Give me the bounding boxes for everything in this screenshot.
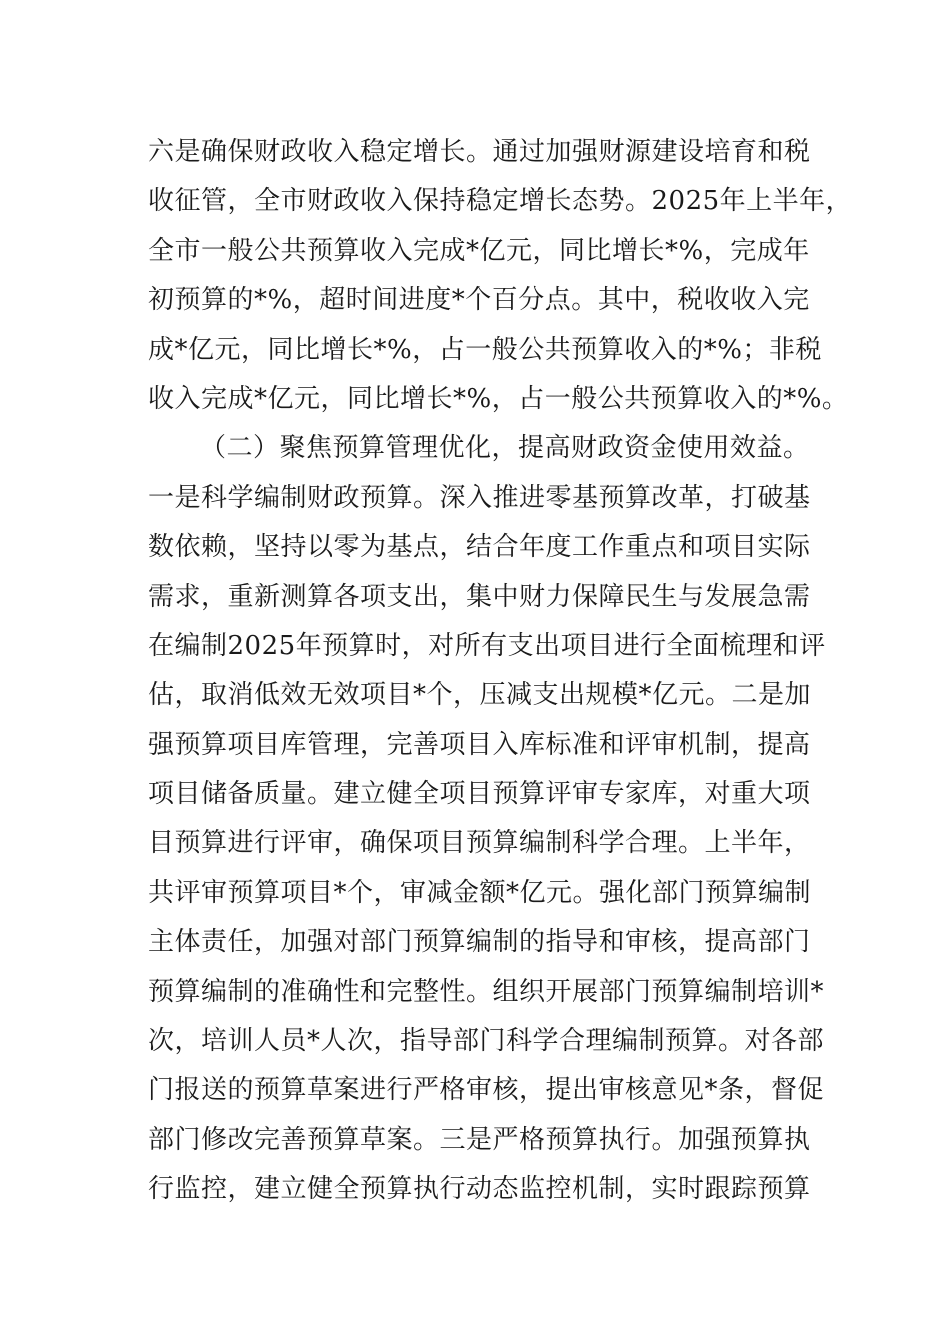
text-line: 部门修改完善预算草案。三是严格预算执行。加强预算执: [148, 1124, 811, 1155]
text-line: 主体责任，加强对部门预算编制的指导和审核，提高部门: [148, 927, 811, 958]
text-line: 项目储备质量。建立健全项目预算评审专家库，对重大项: [148, 779, 811, 810]
text-line: 收入完成*亿元，同比增长*%，占一般公共预算收入的*%。: [148, 383, 849, 414]
text-line: 共评审预算项目*个，审减金额*亿元。强化部门预算编制: [148, 877, 812, 908]
text-line: 目预算进行评审，确保项目预算编制科学合理。上半年，: [148, 828, 811, 859]
text-line: 预算编制的准确性和完整性。组织开展部门预算编制培训*: [148, 976, 825, 1007]
text-line: 一是科学编制财政预算。深入推进零基预算改革，打破基: [148, 482, 811, 513]
text-line: 次，培训人员*人次，指导部门科学合理编制预算。对各部: [148, 1026, 825, 1057]
text-line: 行监控，建立健全预算执行动态监控机制，实时跟踪预算: [148, 1174, 811, 1205]
text-line: 六是确保财政收入稳定增长。通过加强财源建设培育和税: [148, 137, 811, 167]
text-line: 成*亿元，同比增长*%，占一般公共预算收入的*%；非税: [148, 334, 822, 365]
text-line: 收征管，全市财政收入保持稳定增长态势。2025年上半年，: [148, 186, 853, 217]
text-line: 强预算项目库管理，完善项目入库标准和评审机制，提高: [148, 729, 811, 760]
text-line: 全市一般公共预算收入完成*亿元，同比增长*%，完成年: [148, 235, 810, 266]
text-line: 需求，重新测算各项支出，集中财力保障民生与发展急需: [148, 581, 811, 612]
section-heading: （二）聚焦预算管理优化，提高财政资金使用效益。: [200, 433, 810, 464]
text-line: 在编制2025年预算时，对所有支出项目进行全面梳理和评: [148, 630, 826, 661]
text-line: 门报送的预算草案进行严格审核，提出审核意见*条，督促: [148, 1075, 825, 1106]
document-body: [148, 128, 853, 1215]
text-line: 估，取消低效无效项目*个，压减支出规模*亿元。二是加: [148, 680, 812, 711]
text-line: 初预算的*%，超时间进度*个百分点。其中，税收收入完: [148, 285, 810, 316]
text-line: 数依赖，坚持以零为基点，结合年度工作重点和项目实际: [148, 532, 811, 563]
